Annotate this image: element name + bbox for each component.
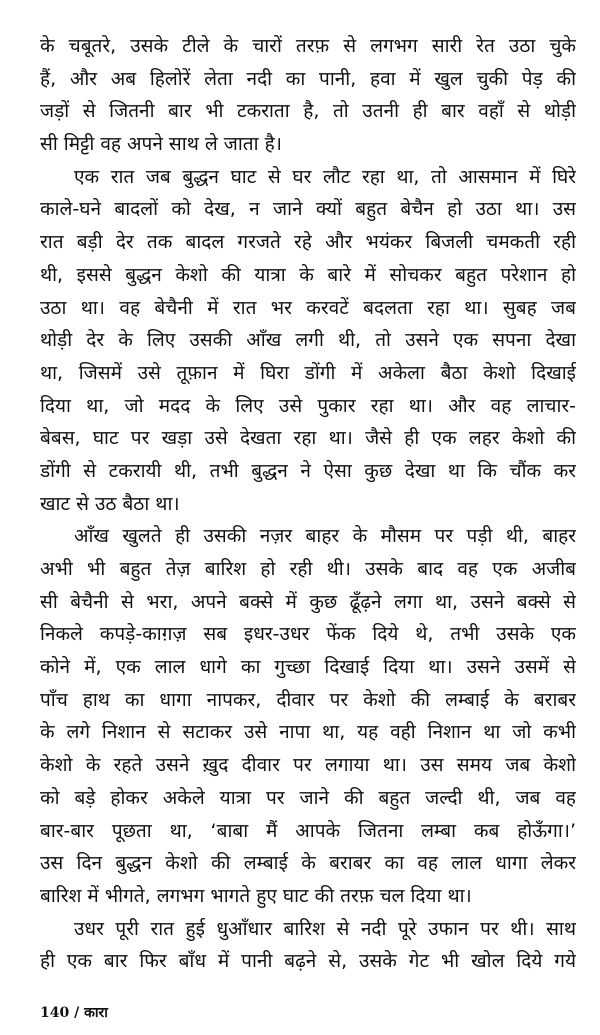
- text-line: बार-बार पूछता था, ‘बाबा मैं आपके जितना लम्बा कब होऊँगा।’: [40, 819, 576, 842]
- text-line: आँख खुलते ही उसकी नज़र बाहर के मौसम पर पड़ी थी, बाहर: [74, 525, 576, 548]
- text-line: अभी भी बहुत तेज़ बारिश हो रही थी। उसके बाद वह एक अजीब: [40, 558, 576, 580]
- text-line: था, जिसमें उसे तूफ़ान में घिरा डोंगी में अकेला बैठा केशो दिखाई: [40, 361, 576, 384]
- page-text-body: [40, 30, 576, 978]
- page-footer-label: 140 / कारा: [40, 1005, 108, 1021]
- text-line: के चबूतरे, उसके टीले के चारों तरफ़ से लगभग सारी रेत उठा चुके: [40, 35, 576, 57]
- text-line: पाँच हाथ का धागा नापकर, दीवार पर केशो की लम्बाई के बराबर: [40, 688, 576, 711]
- text-line: बारिश में भीगते, लगभग भागते हुए घाट की तरफ़ चल दिया था।: [40, 884, 472, 907]
- text-line: डोंगी से टकरायी थी, तभी बुद्धन ने ऐसा कुछ देखा था कि चौंक कर: [40, 459, 576, 482]
- text-line: थोड़ी देर के लिए उसकी आँख लगी थी, तो उसने एक सपना देखा: [40, 329, 576, 352]
- text-line: सी मिट्टी वह अपने साथ ले जाता है।: [40, 133, 282, 156]
- text-line: रात बड़ी देर तक बादल गरजते रहे और भयंकर बिजली चमकती रही: [40, 231, 576, 254]
- text-line: एक रात जब बुद्धन घाट से घर लौट रहा था, तो आसमान में घिरे: [74, 165, 576, 188]
- text-line: निकले कपड़े-काग़ज़ सब इधर-उधर फेंक दिये थे, तभी उसके एक: [40, 623, 576, 646]
- text-line: काले-घने बादलों को देख, न जाने क्यों बहुत बेचैन हो उठा था। उस: [40, 198, 576, 221]
- text-line: उस दिन बुद्धन केशो की लम्बाई के बराबर का वह लाल धागा लेकर: [40, 852, 576, 875]
- text-line: कोने में, एक लाल धागे का गुच्छा दिखाई दिया था। उसने उसमें से: [40, 656, 576, 679]
- text-line: दिया था, जो मदद के लिए उसे पुकार रहा था। और वह लाचार-: [40, 394, 576, 417]
- text-line: ही एक बार फिर बाँध में पानी बढ़ने से, उसके गेट भी खोल दिये गये: [40, 950, 576, 973]
- text-line: केशो के रहते उसने ख़ुद दीवार पर लगाया था। उस समय जब केशो: [40, 754, 576, 777]
- text-line: जड़ों से जितनी बार भी टकराता है, तो उतनी ही बार वहाँ से थोड़ी: [40, 100, 576, 123]
- text-line: बेबस, घाट पर खड़ा उसे देखता रहा था। जैसे ही एक लहर केशो की: [40, 427, 576, 450]
- text-line: उठा था। वह बेचैनी में रात भर करवटें बदलता रहा था। सुबह जब: [40, 296, 576, 319]
- text-line: सी बेचैनी से भरा, अपने बक्से में कुछ ढूँढ़ने लगा था, उसने बक्से से: [40, 590, 576, 613]
- text-line: हैं, और अब हिलोरें लेता नदी का पानी, हवा में खुल चुकी पेड़ की: [40, 67, 576, 90]
- text-line: को बड़े होकर अकेले यात्रा पर जाने की बहुत जल्दी थी, जब वह: [40, 786, 576, 809]
- text-line: थी, इससे बुद्धन केशो की यात्रा के बारे में सोचकर बहुत परेशान हो: [40, 263, 576, 286]
- text-line: उधर पूरी रात हुई धुआँधार बारिश से नदी पूरे उफान पर थी। साथ: [74, 917, 576, 940]
- text-line: खाट से उठ बैठा था।: [40, 492, 180, 515]
- text-line: के लगे निशान से सटाकर उसे नापा था, यह वही निशान था जो कभी: [40, 721, 576, 744]
